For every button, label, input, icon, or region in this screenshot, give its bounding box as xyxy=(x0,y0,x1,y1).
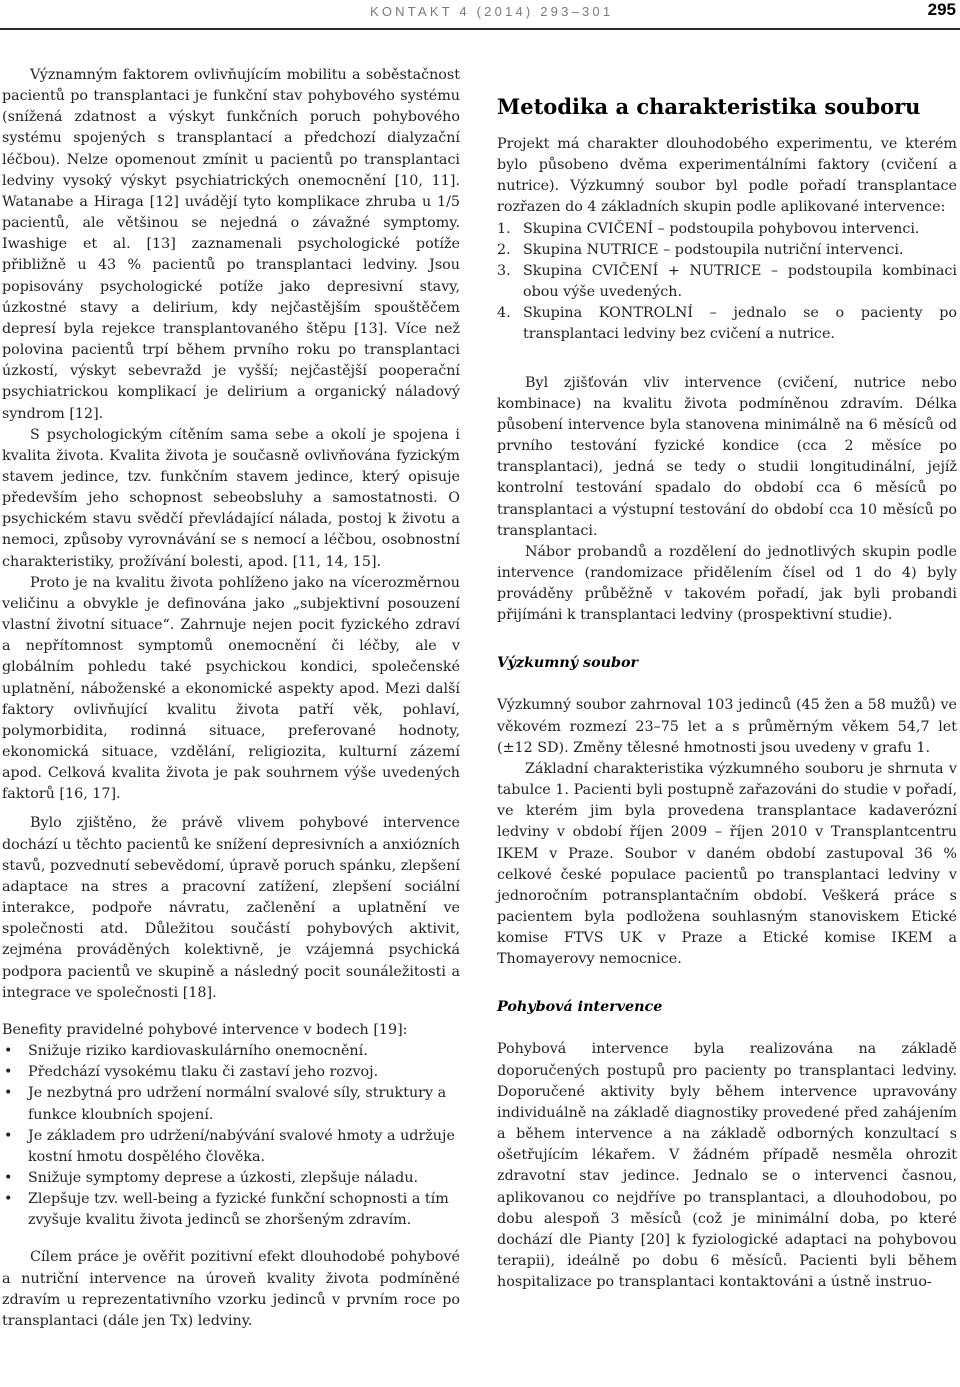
list-item xyxy=(497,240,957,261)
section-heading-methods: Metodika a charakteristika souboru xyxy=(497,94,921,119)
paragraph-psychological: S psychologickým cítěním sama sebe a okolí je spojena i kvalita života. Kvalita života je současně ovlivňována fyzickým stavem jedince, tzv. funkčním stavem jedince, který opisuje především jeho schopnost sebeobsluhy a samostatnosti. O psychickém stavu svědčí převládající nálada, postoj k životu a nemoci, způsoby vyrovnávání se s nemocí a léčbou, osobnostní charakteristiky, prožívání bolesti, apod. [11, 14, 15]. xyxy=(2,426,460,570)
list-item: • Snižuje riziko kardiovaskulárního onemocnění. xyxy=(2,1041,460,1062)
paragraph-physical-intervention: Pohybová intervence byla realizována na základě doporučených postupů pro pacienty po transplantaci ledviny. Doporučené aktivity byly během intervence upravovány individuálně na základě diagnostiky provedené před zahájením a během intervence a na základě odborných konzultací s ošetřujícím lékařem. V žádném případě nesměla ohrozit zdravotní stav jedince. Jednalo se o intervenci časnou, aplikovanou co nejdříve po transplantaci, a dlouhodobou, po dobu alespoň 3 měsíců (což je minimální doba, po které dochází dle Pianty [20] k fyziologické adaptaci na pohybovou terapii), ideálně po dobu 6 měsíců. Pacienti byli během hospitalizace po transplantaci kontaktováni a ústně instruo- xyxy=(497,1041,957,1291)
header-rule xyxy=(0,28,960,30)
benefits-intro: Benefity pravidelné pohybové intervence v bodech [19]: xyxy=(2,1021,408,1038)
paragraph-sample: Výzkumný soubor zahrnoval 103 jedinců (45 žen a 58 mužů) ve věkovém rozmezí 23–75 let a s průměrným věkem 54,7 let (±12 SD). Změny tělesné hmotnosti jsou uvedeny v grafu 1. xyxy=(497,697,957,756)
groups-list xyxy=(497,219,957,346)
list-item xyxy=(497,303,957,345)
list-number: 1. xyxy=(497,220,511,237)
paragraph-project: Projekt má charakter dlouhodobého experimentu, ve kterém bylo působeno dvěma experimentálními faktory (cvičení a nutrice). Výzkumný soubor byl podle pořadí transplantace rozřazen do 4 základních skupin podle aplikované intervence: xyxy=(497,136,957,216)
journal-citation: KONTAKT 4 (2014) 293–301 xyxy=(370,4,614,19)
subheading-research-sample: Výzkumný soubor xyxy=(497,655,639,672)
paragraph-aim: Cílem práce je ověřit pozitivní efekt dlouhodobé pohybové a nutriční intervence na úroveň kvality života podmíněné zdravím u reprezentativního vzorku jedinců v prvním roce po transplantaci (dále jen Tx) ledviny. xyxy=(2,1249,460,1329)
page-number: 295 xyxy=(927,0,956,19)
list-item: • Zlepšuje tzv. well-being a fyzické funkční schopnosti a tím zvyšuje kvalitu života jedinců se zhoršeným zdravím. xyxy=(2,1189,460,1231)
list-text: Skupina NUTRICE – podstoupila nutriční intervenci. xyxy=(523,241,904,258)
right-column xyxy=(497,94,957,1293)
list-item xyxy=(497,219,957,240)
list-number: 3. xyxy=(497,262,511,279)
left-column xyxy=(2,65,460,1332)
list-number: 4. xyxy=(497,305,511,322)
paragraph-sample-characteristics: Základní charakteristika výzkumného souboru je shrnuta v tabulce 1. Pacienti byli postupně zařazováni do studie v pořadí, ve kterém jim byla provedena transplantace kadaverózní ledviny v období říjen 2009 – říjen 2010 v Transplantcentru IKEM v Praze. Soubor v daném období zastupoval 36 % celkové české populace pacientů po transplantaci ledviny v jednoročním potransplantačním období. Veškerá práce s pacientem byla podložena souhlasným stanoviskem Etické komise FTVS UK v Praze a Etické komise IKEM a Thomayerovy nemocnice. xyxy=(497,760,957,968)
paragraph-recruitment: Nábor probandů a rozdělení do jednotlivých skupin podle intervence (randomizace přidělením čísel od 1 do 4) byly prováděny průběžně v takovém pořadí, jak byli probandi přijímáni k transplantaci ledviny (prospektivní studie). xyxy=(497,543,957,624)
list-text: Skupina KONTROLNÍ – jednalo se o pacienty po transplantaci ledviny bez cvičení a nutrice. xyxy=(523,305,957,343)
list-item: • Předchází vysokému tlaku či zastaví jeho rozvoj. xyxy=(2,1062,460,1083)
list-item xyxy=(497,261,957,303)
list-item: • Snižuje symptomy deprese a úzkosti, zlepšuje náladu. xyxy=(2,1168,460,1189)
paragraph-intervention-effects: Bylo zjištěno, že právě vlivem pohybové intervence dochází u těchto pacientů ke snížení depresivních a anxiózních stavů, pozvednutí sebevědomí, úpravě poruch spánku, zlepšení adaptace na stres a pracovní zatížení, zlepšení sociální interakce, podpoře návratu, začlenění a uplatnění ve společnosti atd. Důležitou součástí pohybových aktivit, zejména prováděných kolektivně, je vzájemná psychická podpora pacientů ve skupině a následný pocit sounáležitosti a integrace ve společnosti [18]. xyxy=(2,815,461,1001)
list-item: • Je nezbytná pro udržení normální svalové síly, struktury a funkce kloubních spojení. xyxy=(2,1083,460,1125)
list-item: • Je základem pro udržení/nabývání svalové hmoty a udržuje kostní hmotu dospělého člověka. xyxy=(2,1126,460,1168)
page-header xyxy=(0,0,960,28)
paragraph-quality-of-life: Proto je na kvalitu života pohlíženo jako na vícerozměrnou veličinu a obvykle je definována jako „subjektivní posouzení vlastní životní situace“. Zahrnuje nejen pocit fyzického zdraví a nepřítomnost symptomů onemocnění či léčby, ale v globálním pohledu také psychickou kondici, společenské uplatnění, náboženské a ekonomické aspekty apod. Mezi další faktory ovlivňující kvalitu života patří věk, pohlaví, polymorbidita, rodinná situace, preferované hodnoty, ekonomická situace, vzdělání, religiozita, kulturní zázemí apod. Celková kvalita života je pak souhrnem výše uvedených faktorů [16, 17]. xyxy=(2,574,460,803)
list-number: 2. xyxy=(497,241,511,258)
subheading-physical-intervention: Pohybová intervence xyxy=(497,999,663,1016)
list-text: Skupina CVIČENÍ + NUTRICE – podstoupila kombinaci obou výše uvedených. xyxy=(523,262,957,301)
paragraph-intervention-effect: Byl zjišťován vliv intervence (cvičení, nutrice nebo kombinace) na kvalitu života podmíněnou zdravím. Délka působení intervence byla stanovena minimálně na 6 měsíců od prvního testování fyzické kondice (cca 2 měsíce po transplantaci), jedná se tedy o studii longitudinální, jejíž kontrolní testování spadalo do období cca 6 měsíců po transplantaci a výstupní testování do období cca 10 měsíců po transplantaci. xyxy=(497,374,957,539)
list-text: Skupina CVIČENÍ – podstoupila pohybovou intervenci. xyxy=(523,220,920,237)
paragraph-mobility: Významným faktorem ovlivňujícím mobilitu a soběstačnost pacientů po transplantaci je funkční stav pohybového systému (snížená zdatnost a výskyt funkčních poruch pohybového systému spojených s transplantací a předchozí dialyzační léčbou). Nelze opomenout zmínit u pacientů po transplantaci ledviny vysoký výskyt psychiatrických onemocnění [10, 11]. Watanabe a Hiraga [12] uvádějí tyto komplikace zhruba u 1/5 pacientů, ale většinou se nejedná o závažné symptomy. Iwashige et al. [13] zaznamenali psychologické potíže přibližně u 43 % pacientů po transplantaci ledviny. Jsou popisovány psychologické potíže jako depresivní stavy, úzkostné stavy a delirium, kdy nejčastějším spouštěčem depresí byla rejekce transplantovaného štěpu [13]. Více než polovina pacientů trpí během prvního roku po transplantaci úzkostí, výskyt sebevražd je vyšší; nejčastější pooperační psychiatrickou komplikací je delirium a organický náladový syndrom [12]. xyxy=(2,67,460,422)
benefits-list xyxy=(2,1041,460,1231)
